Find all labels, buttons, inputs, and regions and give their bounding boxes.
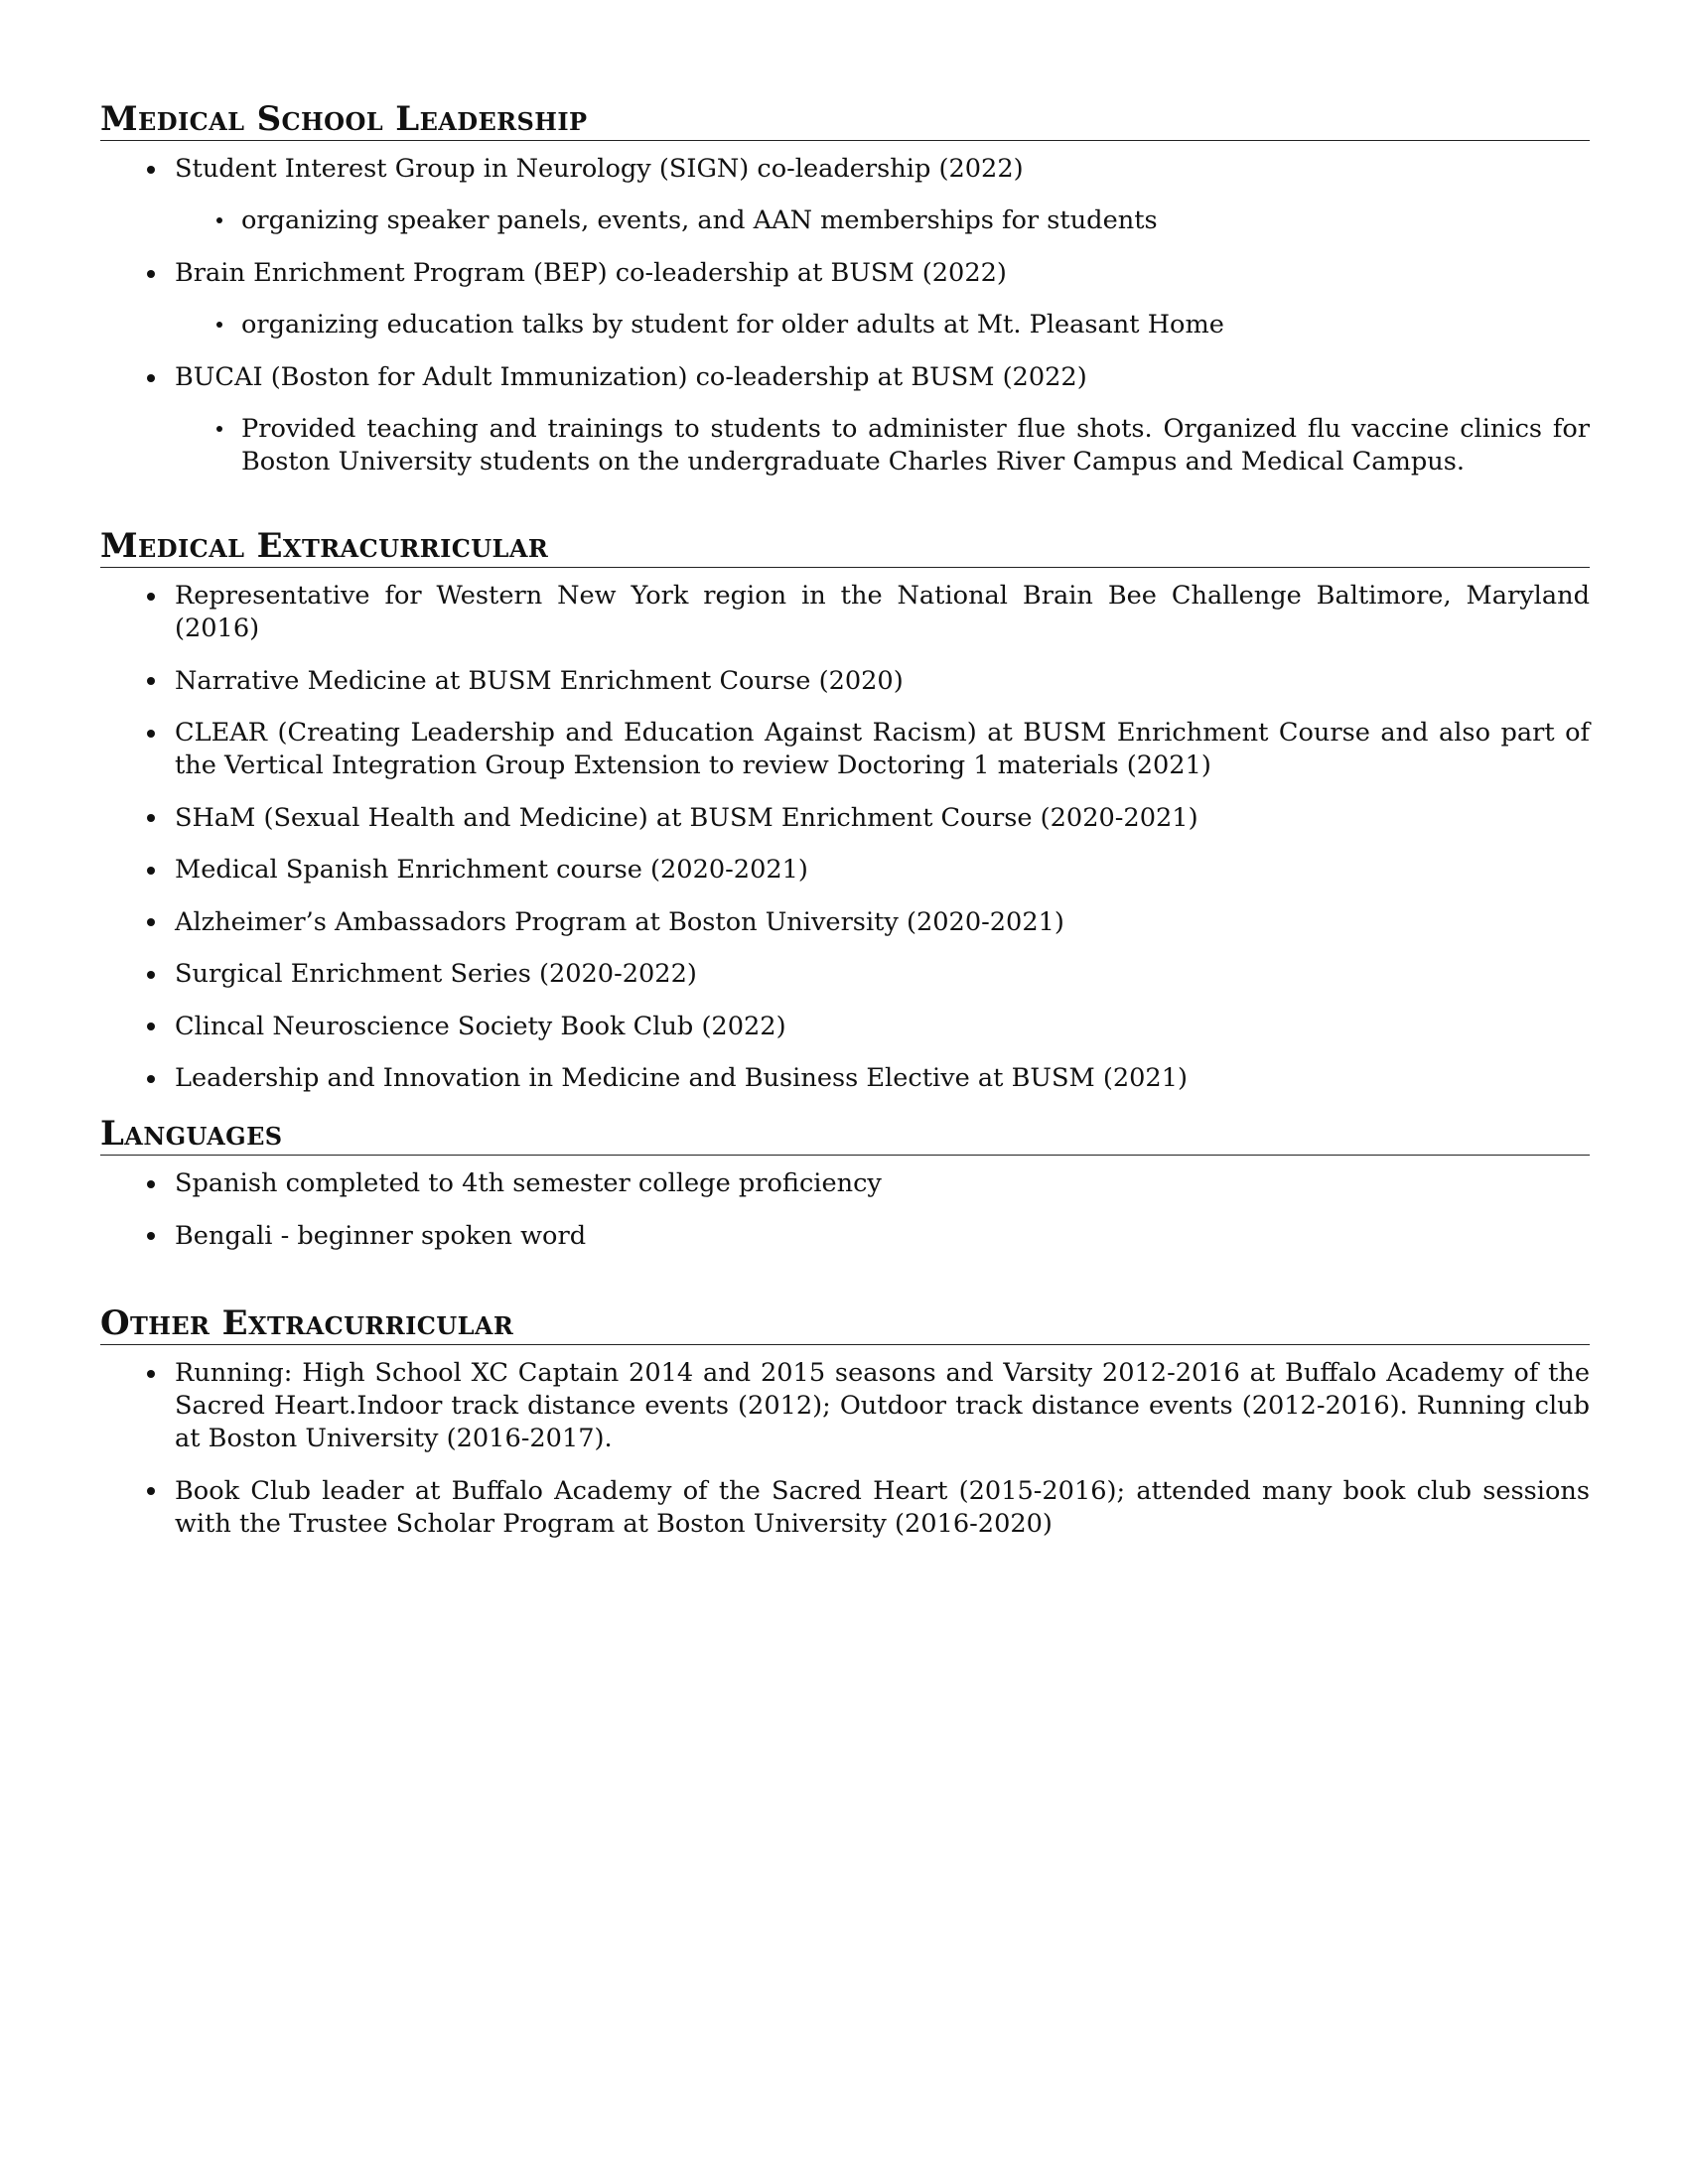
item-text: BUCAI (Boston for Adult Immunization) co-leadership at BUSM (2022) xyxy=(175,362,1087,392)
bullet-icon xyxy=(147,971,155,979)
list-item xyxy=(100,361,1590,478)
item-text: Brain Enrichment Program (BEP) co-leadership at BUSM (2022) xyxy=(175,258,1007,288)
bullet-icon xyxy=(147,1232,155,1240)
section-title: Medical School Leadership xyxy=(100,101,1590,141)
section-languages xyxy=(100,1116,1590,1253)
list-item xyxy=(100,580,1590,645)
bullet-icon xyxy=(147,374,155,382)
list-item xyxy=(100,906,1590,939)
bullet-icon xyxy=(147,166,155,174)
section-other-extracurricular xyxy=(100,1305,1590,1541)
item-list xyxy=(100,1167,1590,1253)
item-text: Clincal Neuroscience Society Book Club (2022) xyxy=(175,1011,786,1041)
section-medical-extracurricular xyxy=(100,528,1590,1095)
list-item xyxy=(100,1475,1590,1541)
bullet-icon xyxy=(147,677,155,685)
item-text: Spanish completed to 4th semester college proficiency xyxy=(175,1168,882,1198)
sub-list-item xyxy=(100,309,1590,341)
list-item xyxy=(100,802,1590,835)
sub-item-text: Provided teaching and trainings to students to administer flue shots. Organized flu vaccine clinics for Boston University students on the undergraduate Charles River Campus and Medical Campus. xyxy=(241,414,1590,477)
sub-list xyxy=(175,413,1590,478)
item-text: Running: High School XC Captain 2014 and 2015 seasons and Varsity 2012-2016 at Buffalo Academy of the Sacred Heart.Indoor track distance events (2012); Outdoor track distance events (2012-2016). Running club at Boston University (2016-2017). xyxy=(175,1358,1590,1453)
bullet-icon xyxy=(147,1180,155,1188)
section-title: Other Extracurricular xyxy=(100,1305,1590,1345)
item-text: Bengali - beginner spoken word xyxy=(175,1220,587,1251)
item-text: Medical Spanish Enrichment course (2020-2021) xyxy=(175,855,808,885)
item-text: Alzheimer’s Ambassadors Program at Boston University (2020-2021) xyxy=(175,906,1064,937)
item-list xyxy=(100,1357,1590,1541)
sub-list xyxy=(175,309,1590,341)
list-item xyxy=(100,665,1590,698)
sub-list-item xyxy=(100,205,1590,237)
list-item xyxy=(100,1062,1590,1095)
list-item xyxy=(100,257,1590,341)
list-item xyxy=(100,1167,1590,1200)
item-text: Surgical Enrichment Series (2020-2022) xyxy=(175,959,697,989)
section-medical-school-leadership xyxy=(100,101,1590,478)
item-text: Narrative Medicine at BUSM Enrichment Course (2020) xyxy=(175,665,904,696)
item-text: Leadership and Innovation in Medicine and Business Elective at BUSM (2021) xyxy=(175,1063,1188,1093)
list-item xyxy=(100,958,1590,991)
item-list xyxy=(100,153,1590,478)
section-title: Medical Extracurricular xyxy=(100,528,1590,568)
sub-item-text: organizing speaker panels, events, and AAN memberships for students xyxy=(241,205,1158,235)
list-item xyxy=(100,1220,1590,1253)
sub-bullet-icon xyxy=(216,322,222,328)
bullet-icon xyxy=(147,814,155,822)
sub-list-item xyxy=(100,413,1590,478)
list-item xyxy=(100,854,1590,887)
item-text: Book Club leader at Buffalo Academy of the Sacred Heart (2015-2016); attended many book club sessions with the Trustee Scholar Program at Boston University (2016-2020) xyxy=(175,1475,1590,1539)
item-list xyxy=(100,580,1590,1095)
list-item xyxy=(100,153,1590,237)
item-text: SHaM (Sexual Health and Medicine) at BUSM Enrichment Course (2020-2021) xyxy=(175,802,1198,833)
bullet-icon xyxy=(147,1075,155,1083)
bullet-icon xyxy=(147,1370,155,1378)
item-text: Student Interest Group in Neurology (SIGN) co-leadership (2022) xyxy=(175,154,1024,184)
bullet-icon xyxy=(147,867,155,875)
bullet-icon xyxy=(147,730,155,738)
bullet-icon xyxy=(147,1023,155,1030)
sub-bullet-icon xyxy=(216,426,222,432)
bullet-icon xyxy=(147,918,155,926)
list-item xyxy=(100,1011,1590,1043)
section-title: Languages xyxy=(100,1116,1590,1156)
item-text: Representative for Western New York region in the National Brain Bee Challenge Baltimore, Maryland (2016) xyxy=(175,581,1590,643)
bullet-icon xyxy=(147,270,155,278)
bullet-icon xyxy=(147,1487,155,1495)
item-text: CLEAR (Creating Leadership and Education Against Racism) at BUSM Enrichment Course and also part of the Vertical Integration Group Extension to review Doctoring 1 materials (2021) xyxy=(175,718,1590,780)
sub-list xyxy=(175,205,1590,237)
list-item xyxy=(100,717,1590,782)
bullet-icon xyxy=(147,593,155,601)
sub-item-text: organizing education talks by student for older adults at Mt. Pleasant Home xyxy=(241,310,1224,340)
list-item xyxy=(100,1357,1590,1455)
sub-bullet-icon xyxy=(216,217,222,223)
